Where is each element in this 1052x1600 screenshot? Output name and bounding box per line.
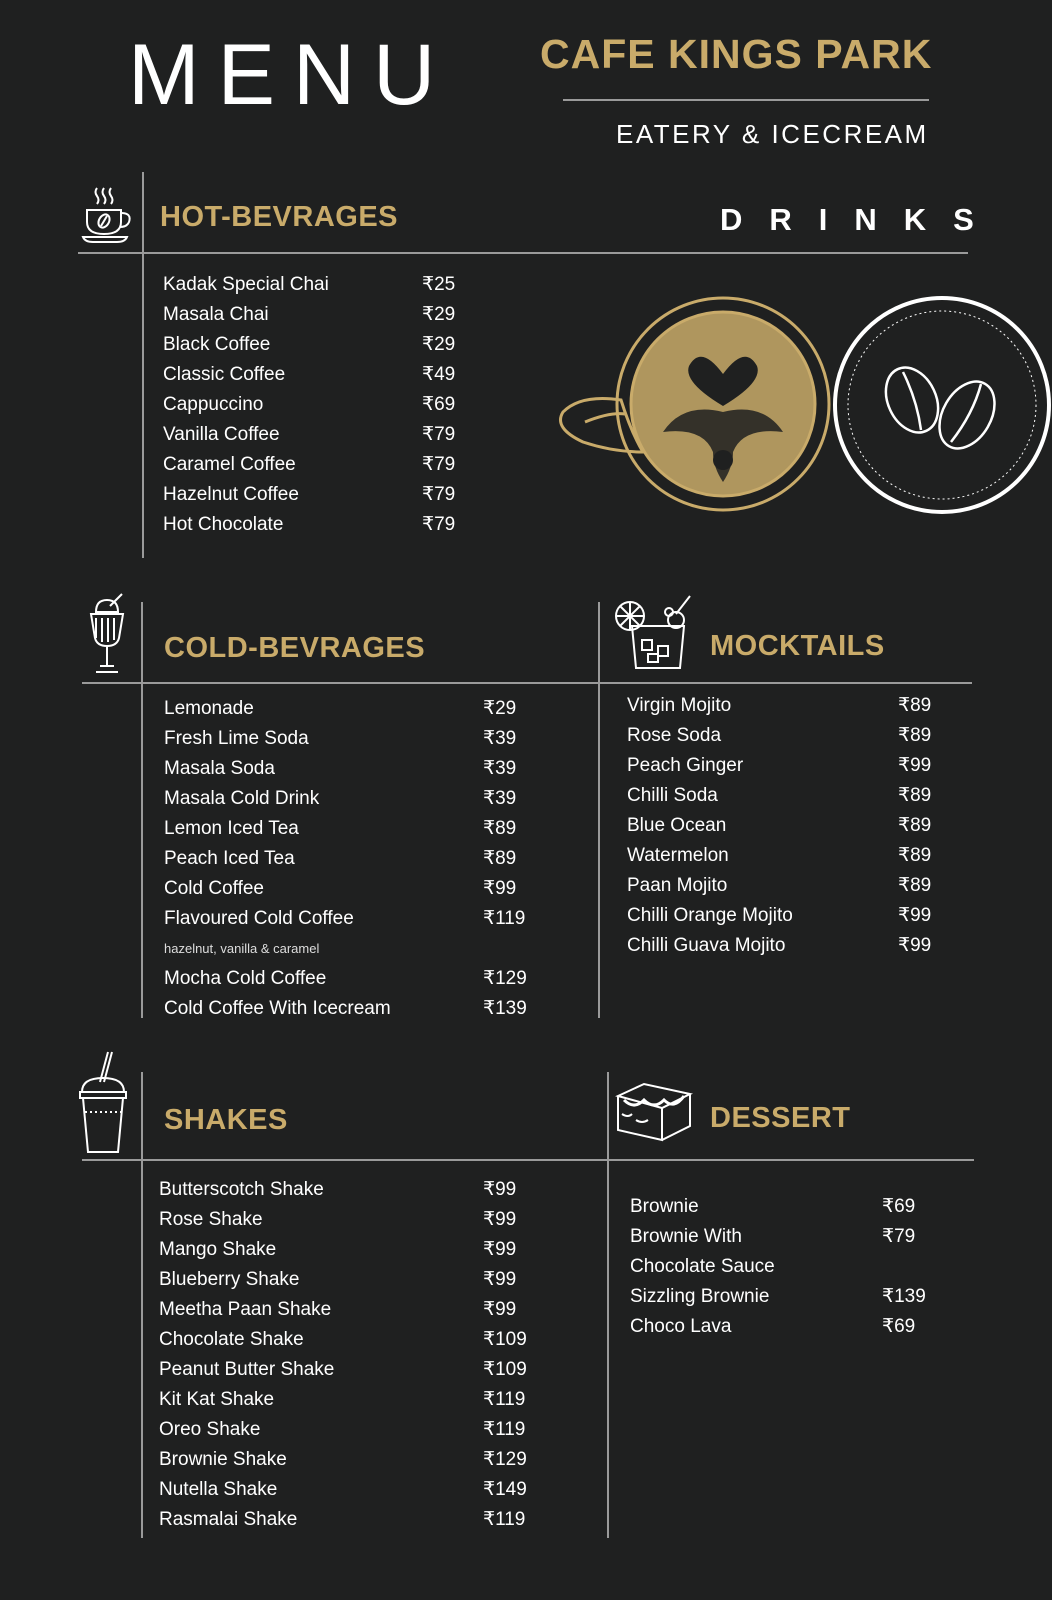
brownie-icon [614,1080,694,1142]
item-name: Oreo Shake [159,1419,261,1440]
item-price: ₹149 [483,1479,527,1500]
item-name: Mango Shake [159,1239,277,1260]
item-price: ₹99 [483,878,517,899]
item-name: Paan Mojito [627,875,728,896]
item-price: ₹29 [422,334,456,355]
item-price: ₹89 [898,725,932,746]
item-name: Brownie With [630,1226,742,1247]
drinks-label: DRINKS [720,202,1001,237]
item-price: ₹79 [422,454,456,475]
item-name: Brownie Shake [159,1449,287,1470]
item-name: Cappuccino [163,394,264,415]
item-name: Nutella Shake [159,1479,278,1500]
item-name: Masala Cold Drink [164,788,320,809]
item-price: ₹99 [483,1239,517,1260]
item-price: ₹139 [882,1286,926,1307]
menu-item-note [164,934,564,964]
menu-item [159,1295,559,1325]
divider [141,1072,143,1538]
mocktails-list [627,691,947,961]
item-name: Hot Chocolate [163,514,284,535]
item-price: ₹99 [483,1209,517,1230]
hot-beverages-list [163,270,463,540]
shake-cup-icon [78,1052,128,1156]
menu-item [159,1385,559,1415]
item-price: ₹89 [898,845,932,866]
menu-item [627,841,947,871]
menu-item [163,300,463,330]
item-name: Chilli Orange Mojito [627,905,793,926]
divider [78,252,968,254]
item-price: ₹99 [898,905,932,926]
menu-item [627,751,947,781]
menu-item [159,1265,559,1295]
item-price: ₹119 [483,908,526,929]
divider [607,1072,609,1538]
divider [82,1159,974,1161]
item-price: ₹39 [483,758,517,779]
menu-item [164,694,564,724]
menu-item [159,1475,559,1505]
menu-item [164,754,564,784]
menu-item [163,360,463,390]
menu-item [630,1282,950,1312]
item-name: Flavoured Cold Coffee [164,908,354,929]
item-price: ₹119 [483,1419,526,1440]
item-price: ₹89 [898,815,932,836]
item-name: Peanut Butter Shake [159,1359,335,1380]
item-price: ₹99 [898,755,932,776]
item-name: Masala Chai [163,304,269,325]
menu-item [630,1312,950,1342]
item-name: Butterscotch Shake [159,1179,324,1200]
milkshake-glass-icon [86,594,128,676]
item-name: Brownie [630,1196,699,1217]
item-name: Rose Shake [159,1209,263,1230]
divider [141,602,143,1018]
item-price: ₹119 [483,1509,526,1530]
section-title-hot-beverages: HOT-BEVRAGES [160,201,399,233]
item-name: Rasmalai Shake [159,1509,298,1530]
menu-item [159,1235,559,1265]
item-price: ₹99 [483,1179,517,1200]
item-price: ₹89 [898,695,932,716]
menu-item [163,390,463,420]
item-price: ₹99 [483,1299,517,1320]
item-price: ₹79 [882,1226,916,1247]
section-title-shakes: SHAKES [164,1104,288,1136]
menu-item [163,420,463,450]
item-name: Lemon Iced Tea [164,818,299,839]
item-price: ₹129 [483,1449,527,1470]
menu-item [159,1205,559,1235]
cafe-subtitle: EATERY & ICECREAM [616,119,929,149]
divider [142,172,144,558]
menu-item [159,1175,559,1205]
item-price: ₹39 [483,728,517,749]
item-name: Lemonade [164,698,254,719]
item-price: ₹109 [483,1329,527,1350]
item-price: ₹79 [422,424,456,445]
menu-item [163,270,463,300]
menu-title: MENU [128,27,454,123]
cold-beverages-list [164,694,564,1024]
menu-item [627,691,947,721]
item-price: ₹129 [483,968,527,989]
menu-item [630,1222,950,1252]
coffee-cup-icon [80,186,136,244]
item-note: hazelnut, vanilla & caramel [164,941,320,956]
item-name: Blue Ocean [627,815,727,836]
menu-item [164,874,564,904]
menu-item [164,814,564,844]
menu-item [164,724,564,754]
item-name: Kadak Special Chai [163,274,329,295]
menu-item [164,904,564,934]
menu-item [163,330,463,360]
item-price: ₹89 [483,818,517,839]
menu-item [163,480,463,510]
item-name: Chilli Soda [627,785,718,806]
section-title-cold-beverages: COLD-BEVRAGES [164,632,426,664]
item-price: ₹109 [483,1359,527,1380]
item-price: ₹29 [483,698,517,719]
menu-item [159,1415,559,1445]
item-name: Chocolate Shake [159,1329,304,1350]
item-price: ₹99 [483,1269,517,1290]
item-name: Virgin Mojito [627,695,732,716]
item-name: Kit Kat Shake [159,1389,275,1410]
menu-item [159,1505,559,1535]
item-name: Peach Ginger [627,755,744,776]
item-name: Caramel Coffee [163,454,296,475]
item-name: Cold Coffee [164,878,264,899]
menu-item [164,844,564,874]
item-name: Sizzling Brownie [630,1286,770,1307]
menu-item [163,510,463,540]
item-price: ₹39 [483,788,517,809]
latte-art-illustration [555,292,1035,522]
item-price: ₹139 [483,998,527,1019]
menu-item [164,964,564,994]
item-name: Mocha Cold Coffee [164,968,327,989]
section-title-mocktails: MOCKTAILS [710,630,885,662]
item-name: Fresh Lime Soda [164,728,309,749]
item-price: ₹119 [483,1389,526,1410]
item-price: ₹29 [422,304,456,325]
section-title-dessert: DESSERT [710,1102,851,1134]
menu-item [627,811,947,841]
item-name: Choco Lava [630,1316,732,1337]
item-price: ₹99 [898,935,932,956]
item-price: ₹79 [422,514,456,535]
item-name: Blueberry Shake [159,1269,300,1290]
menu-item [627,781,947,811]
menu-item [630,1252,950,1282]
menu-item [163,450,463,480]
shakes-list [159,1175,559,1535]
item-price: ₹49 [422,364,456,385]
menu-item [627,871,947,901]
divider [82,682,972,684]
divider [563,99,929,101]
item-price: ₹25 [422,274,456,295]
item-price: ₹89 [483,848,517,869]
cafe-name: CAFE KINGS PARK [540,31,933,77]
item-price: ₹89 [898,785,932,806]
item-name: Black Coffee [163,334,271,355]
menu-item [159,1325,559,1355]
menu-item [627,721,947,751]
menu-item [159,1445,559,1475]
item-name: Masala Soda [164,758,275,779]
item-name: Cold Coffee With Icecream [164,998,391,1019]
item-name: Chocolate Sauce [630,1256,775,1277]
menu-item [630,1192,950,1222]
item-price: ₹69 [882,1316,916,1337]
item-name: Rose Soda [627,725,722,746]
menu-item [164,994,564,1024]
item-price: ₹89 [898,875,932,896]
item-name: Vanilla Coffee [163,424,280,445]
menu-item [164,784,564,814]
mocktail-glass-icon [614,596,696,672]
divider [598,602,600,1018]
menu-item [627,901,947,931]
item-name: Meetha Paan Shake [159,1299,332,1320]
menu-item [627,931,947,961]
item-name: Peach Iced Tea [164,848,295,869]
item-name: Watermelon [627,845,729,866]
item-name: Classic Coffee [163,364,286,385]
menu-item [159,1355,559,1385]
dessert-list [630,1192,950,1342]
item-name: Chilli Guava Mojito [627,935,786,956]
item-price: ₹69 [422,394,456,415]
item-price: ₹79 [422,484,456,505]
item-name: Hazelnut Coffee [163,484,299,505]
item-price: ₹69 [882,1196,916,1217]
